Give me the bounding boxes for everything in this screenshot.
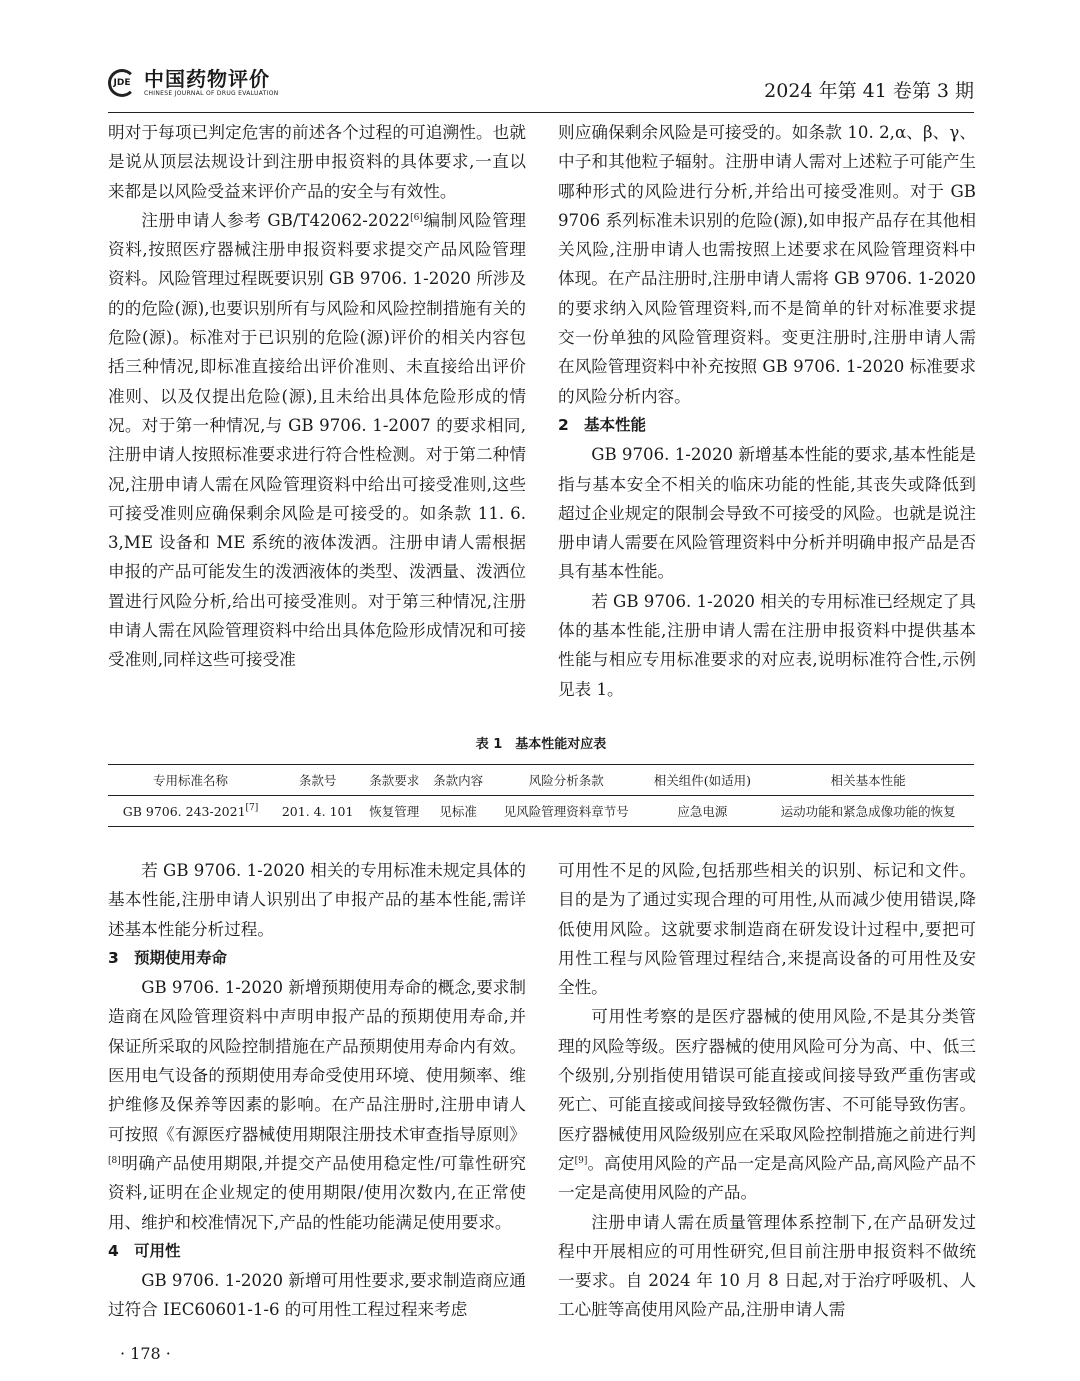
journal-header: [108, 64, 974, 108]
paragraph: 则应确保剩余风险是可接受的。如条款 10. 2,α、β、γ、中子和其他粒子辐射。注册申请人需对上述粒子可能产生哪种形式的风险进行分析,并给出可接受准则。对于 GB 9706 系列标准未识别的危险(源),如申报产品存在其他相关风险,注册申请人也需按照上述要求在风险管理资料中体现。在产品注册时,注册申请人需将 GB 9706. 1-2020 的要求纳入风险管理资料,而不是简单的针对标准要求提交一份单独的风险管理资料。变更注册时,注册申请人需在风险管理资料中补充按照 GB 9706. 1-2020 标准要求的风险分析内容。: [558, 123, 976, 406]
table-cell: 201. 4. 101: [281, 803, 354, 819]
section-heading-basic-performance: 2 基本性能: [558, 415, 647, 434]
paragraph: GB 9706. 1-2020 新增基本性能的要求,基本性能是指与基本安全不相关的临床功能的性能,其丧失或降低到超过企业规定的限制会导致不可接受的风险。也就是说注册申请人需要在风险管理资料中分析并明确申报产品是否具有基本性能。: [558, 445, 976, 582]
column-bottom-left: [108, 856, 526, 1325]
citation-ref[interactable]: [8]: [108, 1155, 121, 1166]
citation-ref[interactable]: [6]: [410, 212, 423, 223]
paragraph: GB 9706. 1-2020 新增预期使用寿命的概念,要求制造商在风险管理资料中声明申报产品的预期使用寿命,并保证所采取的风险控制措施在产品预期使用寿命内有效。医用电气设备的预期使用寿命受使用环境、使用频率、维护维修及保养等因素的影响。在产品注册时,注册申请人可按照《有源医疗器械使用期限注册技术审查指导原则》[8]明确产品使用期限,并提交产品使用稳定性/可靠性研究资料,证明在企业规定的使用期限/使用次数内,在正常使用、维护和校准情况下,产品的性能功能满足使用要求。: [108, 978, 526, 1232]
section-heading-expected-service-life: 3 预期使用寿命: [108, 948, 228, 967]
table-cell: 恢复管理: [369, 804, 420, 819]
journal-logo-icon: JDE: [108, 69, 136, 97]
column-top-left: [108, 118, 526, 675]
table-header-cell: 风险分析条款: [528, 773, 604, 788]
table-cell: 见风险管理资料章节号: [503, 804, 629, 819]
table-header-cell: 专用标准名称: [152, 773, 228, 788]
table-header-cell: 条款号: [298, 773, 337, 788]
table-header-row: [108, 765, 974, 796]
table-cell: 应急电源: [677, 804, 728, 819]
paragraph: GB 9706. 1-2020 新增可用性要求,要求制造商应通过符合 IEC60601-1-6 的可用性工程过程来考虑: [108, 1271, 526, 1320]
table-header-cell: 条款内容: [433, 773, 484, 788]
table-row: [108, 796, 974, 827]
paragraph: 若 GB 9706. 1-2020 相关的专用标准未规定具体的基本性能,注册申请人识别出了申报产品的基本性能,需详述基本性能分析过程。: [108, 861, 526, 939]
header-rule: [108, 112, 974, 113]
table-cell: 见标准: [439, 804, 477, 819]
table-header-cell: 条款要求: [369, 773, 420, 788]
paragraph: 若 GB 9706. 1-2020 相关的专用标准已经规定了具体的基本性能,注册申请人需在注册申报资料中提供基本性能与相应专用标准要求的对应表,说明标准符合性,示例见表 1。: [558, 591, 976, 699]
table-header-cell: 相关基本性能: [830, 773, 906, 788]
journal-name-cn: 中国药物评价: [144, 67, 270, 91]
table-cell: GB 9706. 243-2021[7]: [122, 802, 259, 819]
table-cell: 运动功能和紧急成像功能的恢复: [780, 804, 956, 819]
table-1: [108, 733, 974, 827]
paragraph: 明对于每项已判定危害的前述各个过程的可追溯性。也就是说从顶层法规设计到注册申报资料的具体要求,一直以来都是以风险受益来评价产品的安全与有效性。: [108, 123, 526, 201]
issue-info: 2024 年第 41 卷第 3 期: [764, 80, 974, 102]
paragraph: 可用性考察的是医疗器械的使用风险,不是其分类管理的风险等级。医疗器械的使用风险可分为高、中、低三个级别,分别指使用错误可能直接或间接导致严重伤害或死亡、可能直接或间接导致轻微伤害、不可能导致伤害。医疗器械使用风险级别应在采取风险控制措施之前进行判定[9]。高使用风险的产品一定是高风险产品,高风险产品不一定是高使用风险的产品。: [558, 1007, 977, 1203]
paragraph: 注册申请人需在质量管理体系控制下,在产品研发过程中开展相应的可用性研究,但目前注册申报资料不做统一要求。自 2024 年 10 月 8 日起,对于治疗呼吸机、人工心脏等高使用风险产品,注册申请人需: [558, 1212, 976, 1320]
table-header-cell: 相关组件(如适用): [653, 773, 752, 788]
paragraph: 可用性不足的风险,包括那些相关的识别、标记和文件。目的是为了通过实现合理的可用性,从而减少使用错误,降低使用风险。这就要求制造商在研发设计过程中,要把可用性工程与风险管理过程结合,来提高设备的可用性及安全性。: [558, 861, 976, 998]
column-top-right: [558, 118, 976, 704]
journal-name-en: CHINESE JOURNAL OF DRUG EVALUATION: [144, 90, 279, 97]
journal-logo: [108, 68, 279, 98]
citation-ref[interactable]: [7]: [245, 802, 259, 813]
performance-table: [108, 764, 974, 827]
table-caption: 表 1 基本性能对应表: [475, 737, 607, 752]
citation-ref[interactable]: [9]: [574, 1155, 588, 1166]
paragraph: 注册申请人参考 GB/T42062-2022[6]编制风险管理资料,按照医疗器械注册申报资料要求提交产品风险管理资料。风险管理过程既要识别 GB 9706. 1-2020 所涉及的的危险(源),也要识别所有与风险和风险控制措施有关的危险(源)。标准对于已识别的危险(源)评价的相关内容包括三种情况,即标准直接给出评价准则、未直接给出评价准则、以及仅提出危险(源),且未给出具体危险形成的情况。对于第一种情况,与 GB 9706. 1-2007 的要求相同,注册申请人按照标准要求进行符合性检测。对于第二种情况,注册申请人需在风险管理资料中给出可接受准则,这些可接受准则应确保剩余风险是可接受的。如条款 11. 6. 3,ME 设备和 ME 系统的液体泼洒。注册申请人需根据申报的产品可能发生的泼洒液体的类型、泼洒量、泼洒位置进行风险分析,给出可接受准则。对于第三种情况,注册申请人需在风险管理资料中给出具体危险形成情况和可接受准则,同样这些可接受准: [108, 210, 526, 670]
page-number: · 178 ·: [120, 1344, 171, 1363]
section-heading-usability: 4 可用性: [108, 1241, 181, 1260]
column-bottom-right: [558, 856, 976, 1325]
